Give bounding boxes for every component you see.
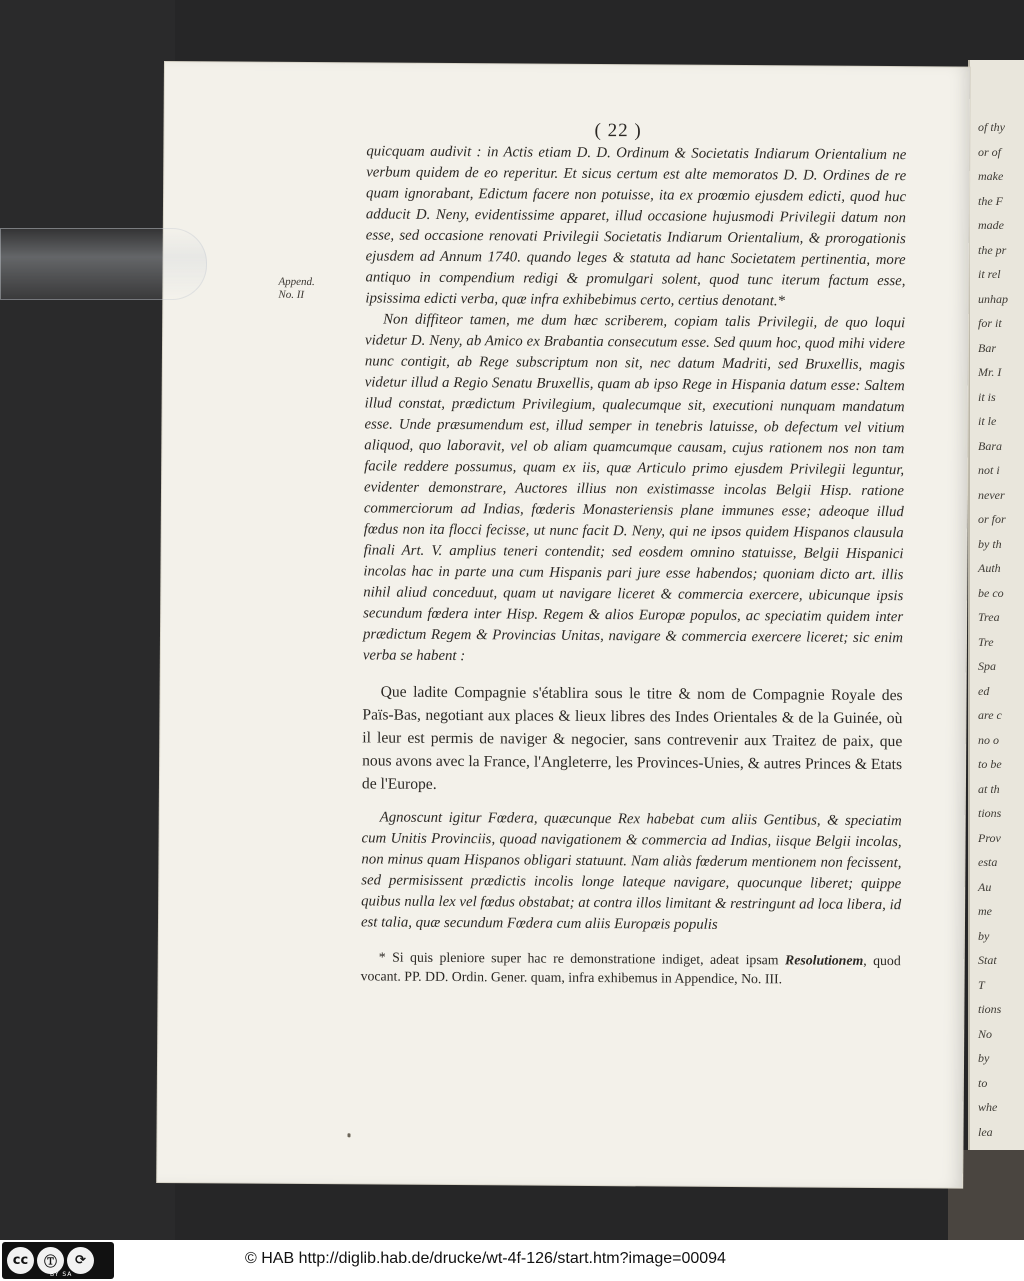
facing-page-fragment: of thy — [978, 120, 1005, 134]
facing-page-fragment: never — [978, 487, 1005, 502]
facing-page-fragment: Prov — [978, 830, 1001, 845]
facing-page-fragment: make — [978, 169, 1004, 183]
paragraph-1: quicquam audivit : in Actis etiam D. D. Ordinum & Societatis Indiarum Orientalium ne verbum quidem de eo reperitur. Et sicus certum est alte memoratos D. D. Ordines de re quam ignorabant, Edictum facere non potuisse, ita ex proœmio ejusdem edicti, quod huc adducit D. Neny, evidentissime apparet, illud occasione hujusmodi Privilegii datum non esse, sed occasione renovati Privilegii Societatis Indiarum Orientalium, & prorogationis ejusdem ad Annum 1740. quando leges & statuta ad hanc Societatem pertinentia, more antiquo in compendium redigi & promulgari solent, quod tunc iterum factum esse, ipsissima edicti verba, quæ infra exhibebimus certo, certius denotant.* — [365, 143, 907, 310]
facing-page — [968, 60, 1024, 1175]
facing-page-fragment: it is — [978, 389, 996, 404]
dark-backdrop — [0, 0, 175, 1240]
margin-note — [278, 276, 315, 302]
facing-page-fragment: by — [978, 928, 990, 943]
facing-page-fragment: Spa — [978, 659, 996, 673]
facing-page-fragment: the pr — [978, 242, 1007, 257]
cc-license-badge[interactable] — [2, 1242, 114, 1279]
facing-page-fragment: it le — [978, 414, 997, 428]
margin-note-line: No. II — [278, 288, 305, 301]
facing-page-fragment: Bara — [978, 438, 1002, 453]
facing-page-fragment: to be — [978, 757, 1002, 771]
facing-page-fragment: Auth — [978, 561, 1001, 575]
facing-page-fragment: esta — [978, 855, 998, 869]
facing-page-fragment: for it — [978, 316, 1002, 330]
facing-page-fragment: tions — [978, 806, 1002, 820]
facing-page-fragment: lea — [978, 1124, 993, 1139]
facing-page-fragment: Stat — [978, 953, 997, 967]
glass-clip — [0, 228, 207, 300]
facing-page-fragment: to — [978, 1075, 988, 1090]
facing-page-fragment: the F — [978, 193, 1003, 208]
attribution-icon: Ⓣ — [37, 1247, 64, 1274]
facing-page-fragment: whe — [978, 1100, 998, 1114]
facing-page-fragment: or of — [978, 144, 1002, 159]
page-text — [361, 141, 907, 989]
facing-page-fragment: me — [978, 904, 992, 918]
footnote-text-after: , quod vocant. PP. DD. Ordin. Gener. quam, infra exhibemus in Appendice, No. III. — [360, 952, 901, 987]
copyright-link[interactable]: © HAB http://diglib.hab.de/drucke/wt-4f-126/start.htm?image=00094 — [245, 1250, 726, 1267]
cc-icon: cc — [7, 1247, 34, 1274]
facing-page-fragment: Au — [978, 879, 992, 894]
paragraph-2: Non diffiteor tamen, me dum hæc scriberem, copiam talis Privilegii, de quo loqui videtur D. Neny, ab Amico ex Brabantia consecutum esse. Sed quum hoc, quod mihi videre nunc contigit, ab Rege subscriptum non sit, nec datum Madriti, sed Bruxellis, magis videtur illud a Regio Senatu Bruxellis, quam ab ipso Rege in Hispania datum esse: Saltem illud constat, prædictum Privilegium, qualecumque sit, executioni nunquam mandatum esse. Unde præsumendum est, illud semper in tenebris latuisse, ob defectum vel vitium aliquod, quo laboravit, vel ob aliam quamcumque causam, cujus rationem nos non tam facile reddere possumus, quam ex iis, quæ Articulo primo ejusdem Privilegii leguntur, evidenter demonstrare, Auctores illius non existimasse incolas Belgii Hisp. ratione commerciorum ad Indias, fœderis Monasteriensis plane immunes esse; adeoque illud fœdus non ita flocci fecisse, ut nunc facit D. Neny, qui ne ipsos quidem Hispanos clausula finali Art. V. amplius teneri contendit; sed eosdem omnino statuisse, Belgii Hispanici incolas hac in parte una cum Hispanis pari jure esse habendos; quoniam dicto art. illis nihil aliud conceduut, quam ut navigare liceret & commercia exercere, ubicunque ipsis secundum fœdera inter Hisp. Regem & alios Europæ populos, ac speciatim quidem inter prædictum Regem & Provincias Unitas, navigare & commercia exercere liceret; sic enim verba se habent : — [362, 311, 906, 665]
facing-page-fragment: or for — [978, 512, 1006, 526]
page-number: ( 22 ) — [594, 120, 642, 142]
facing-page-fragment: unhap — [978, 291, 1008, 306]
facing-page-fragment: T — [978, 977, 985, 992]
book-page — [157, 62, 970, 1188]
facing-page-fragment: not i — [978, 463, 1000, 477]
facing-page-fragment: made — [978, 218, 1004, 232]
facing-page-fragment: by th — [978, 536, 1002, 551]
facing-page-fragment: Tre — [978, 634, 994, 649]
facing-page-fragment: by — [978, 1051, 990, 1065]
facing-page-fragment: at th — [978, 781, 1000, 796]
facing-page-fragment: no o — [978, 732, 999, 747]
page-speck — [347, 1133, 350, 1137]
facing-page-fragment: are c — [978, 708, 1002, 722]
footnote-text-before: * Si quis pleniore super hac re demonstratione indiget, adeat ipsam — [378, 949, 786, 968]
cc-label: BY SA — [50, 1271, 73, 1278]
footnote — [361, 947, 901, 989]
facing-page-fragment: tions — [978, 1002, 1002, 1016]
facing-page-fragment: No — [978, 1026, 993, 1041]
french-quotation: Que ladite Compagnie s'établira sous le titre & nom de Compagnie Royale des Païs-Bas, negotiant aux places & lieux libres des Indes Orientales & de la Guinée, où il leur est permis de naviger & negocier, sans contrevenir aux Traitez de paix, que nous avons avec la France, l'Angleterre, les Provinces-Unies, & autres Princes & Etats de l'Europe. — [361, 683, 903, 793]
paragraph-4: Agnoscunt igitur Fœdera, quæcunque Rex habebat cum aliis Gentibus, & speciatim cum Unitis Provinciis, quoad navigationem & commercia ad Indias, iisque Belgii incolas, non minus quam Hispanos obligari statuunt. Nam aliàs fœderum mentionem non fecissent, sed permisissent prædictis incolis longe lateque navigare, quocunque liberet; quippe quibus nulla lex vel fœdus obstabat; at contra illos limitant & restringunt ad loca libera, id est talia, quæ secundum Fœdera cum aliis Europæis populis — [360, 809, 902, 933]
share-alike-icon: ⟳ — [67, 1247, 94, 1274]
facing-page-fragment: Bar — [978, 340, 996, 355]
facing-page-fragment: Mr. I — [978, 365, 1002, 379]
facing-page-fragment: be co — [978, 585, 1004, 600]
margin-note-line: Append. — [278, 275, 315, 289]
facing-page-fragment: it rel — [978, 267, 1001, 281]
footnote-emphasis: Resolutionem — [784, 952, 864, 968]
facing-page-fragment: Trea — [978, 610, 1000, 624]
facing-page-fragment: ed — [978, 683, 990, 698]
